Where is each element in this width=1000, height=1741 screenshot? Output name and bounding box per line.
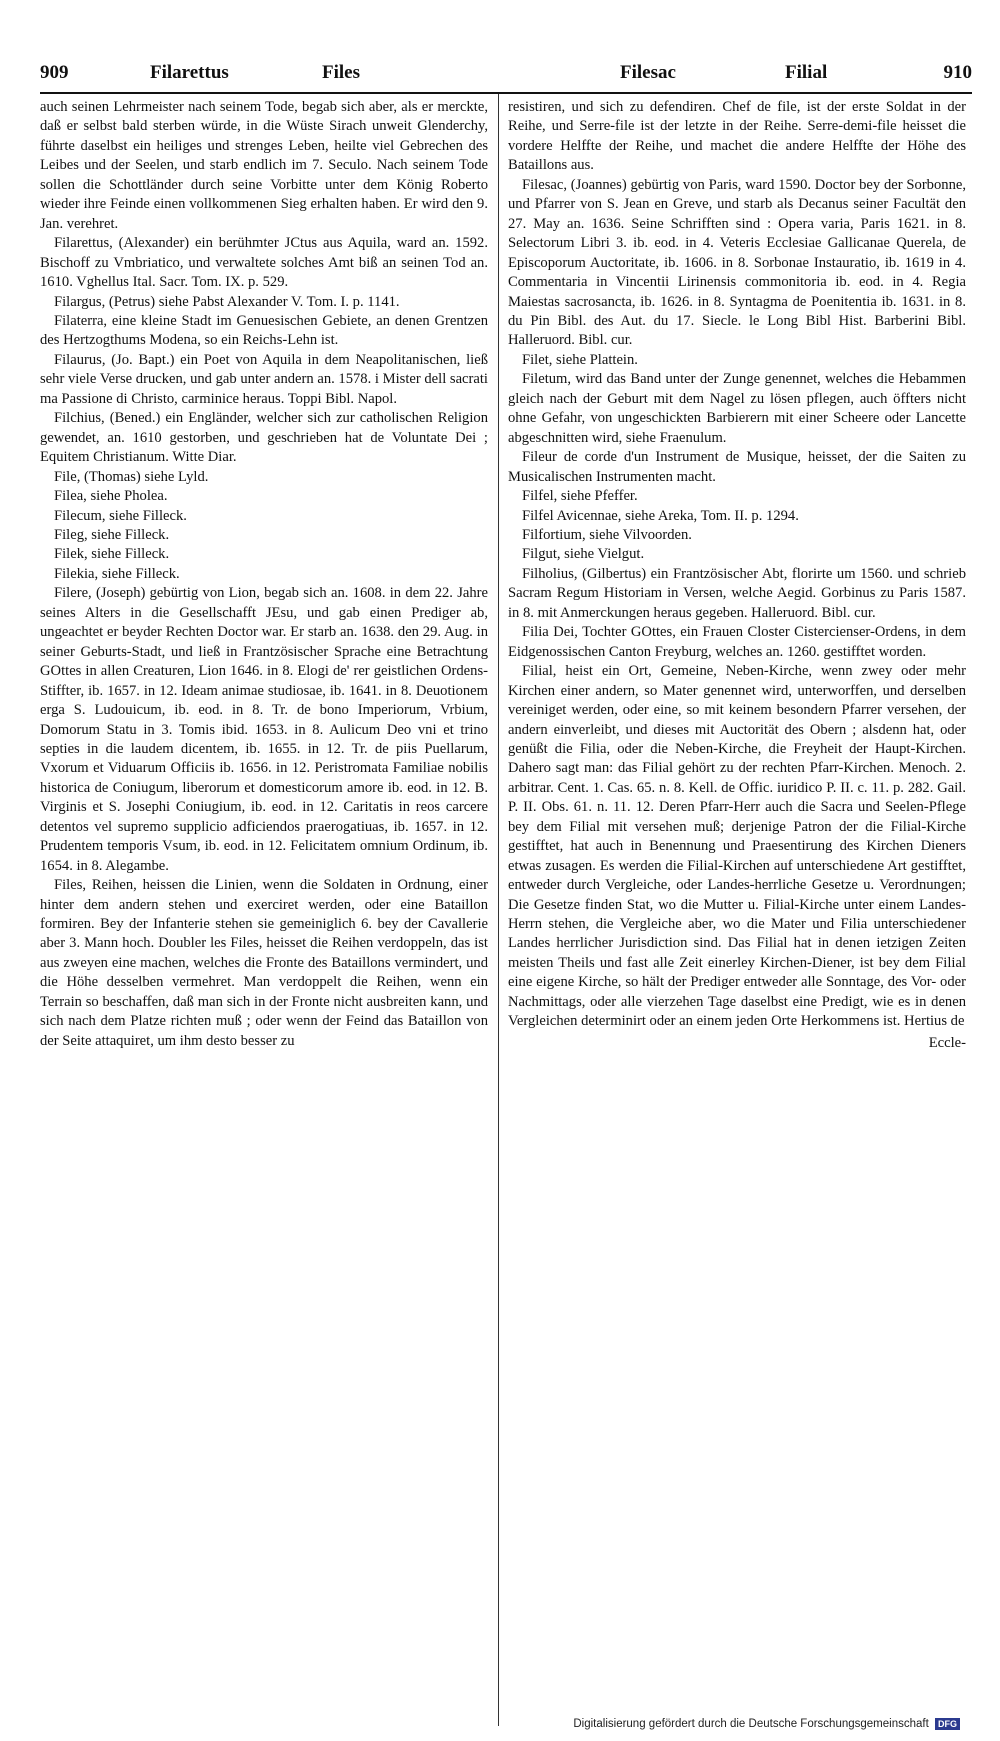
- entry-paragraph: Filfel, siehe Pfeffer.: [522, 488, 638, 505]
- entry-paragraph: Filek, siehe Filleck.: [54, 546, 170, 563]
- page-number-left: 909: [40, 62, 69, 83]
- footer-text: Digitalisierung gefördert durch die Deutsche Forschungsgemeinschaft: [573, 1718, 929, 1730]
- entry-paragraph: Fileg, siehe Filleck.: [54, 526, 170, 543]
- dfg-logo: DFG: [935, 1718, 960, 1730]
- entry-paragraph: Filial, heist ein Ort, Gemeine, Neben-Kirche, wenn zwey oder mehr Kirchen einer andern, so Mater genennet wird, unterworffen, und derselben vereiniget werden, oder eine, so mit keinem besondern Pfarrer versehen, der andern einverleibt, und dieses mit Auctorität des Obern ; alsdenn hat, oder genüßt die Filia, oder die Neben-Kirche, die Freyheit der Haupt-Kirchen. Dahero sagt man: das Filial gehört zu der rechten Pfarr-Kirchen. Menoch. 2. arbitrar. Cent. 1. Cas. 65. n. 8. Kell. de Offic. iuridico P. II. c. 11. p. 282. Gail. P. II. Obs. 61. n. 11. 12. Deren Pfarr-Herr auch die Sacra und Seelen-Pflege bey dem Filial mit versehen muß; derjenige Patron der die Filial-Kirche gestifftet, hat auch in Benennung und Praesentirung des Kirchen Dieners etwas zusagen. Es werden die Filial-Kirchen auf unterschiedene Art gestifftet, entweder durch Vergleiche, oder Landes-herrliche Gesetze u. Verordnungen; Die Gesetze finden Stat, wo die Mutter u. Filial-Kirche unter einem Landes-Herrn stehen, die Vergleiche aber, wo die Mater und Filia unterschiedener Landes herrlicher Jurisdiction sind. Das Filial hat in denen ietzigen Zeiten meisten Theils und fast alle Zeit einerley Kirchen-Diener, ist bey dem Filial eine eigene Kirche, so hält der Prediger entweder alle Sonntage, des Vor- oder Nachmittags, oder alle vierzehen Tage daselbst eine Predigt, wie es in denen Vergleichen determinirt oder an einem jeden Orte Herkommens ist. Hertius de: [508, 663, 966, 1030]
- entry-paragraph: Filea, siehe Pholea.: [54, 488, 168, 505]
- header-word-right-2: Filial: [785, 62, 828, 83]
- entry-paragraph: Filecum, siehe Filleck.: [54, 507, 187, 524]
- column-divider: [498, 94, 499, 1726]
- running-header: [40, 62, 972, 90]
- entry-paragraph: Filgut, siehe Vielgut.: [522, 546, 645, 563]
- header-rule: [40, 92, 972, 94]
- entry-paragraph: Filargus, (Petrus) siehe Pabst Alexander V. Tom. I. p. 1141.: [54, 293, 400, 310]
- entry-paragraph: Filetum, wird das Band unter der Zunge genennet, welches die Hebammen gleich nach der Geburt mit dem Nagel zu lösen pflegen, auch öffters nicht ohne Gefahr, von ungeschickten Barbierern mit einer Scheere oder Lancette abgeschnitten wird, siehe Fraenulum.: [508, 371, 966, 446]
- entry-paragraph: Files, Reihen, heissen die Linien, wenn die Soldaten in Ordnung, einer hinter dem andern stehen und exerciret werden, oder eine Bataillon formiren. Bey der Infanterie stehen sie gemeiniglich 6. bey der Cavallerie aber 3. Mann hoch. Doubler les Files, heisset die Reihen verdoppeln, das ist aus zweyen eine machen, welches die Fronte des Bataillons vermindert, und die Höhe desselben vermehret. Man verdoppelt die Reihen, wenn ein Terrain so beschaffen, daß man sich in der Fronte nicht ausbreiten kann, und sich nach dem Platze richten muß ; oder wenn der Feind das Bataillon von der Seite attaquiret, um ihm desto besser zu: [40, 877, 488, 1049]
- right-column: [508, 98, 966, 1053]
- entry-paragraph: Filfel Avicennae, siehe Areka, Tom. II. p. 1294.: [522, 507, 799, 524]
- entry-paragraph: File, (Thomas) siehe Lyld.: [54, 468, 209, 485]
- entry-paragraph: Filere, (Joseph) gebürtig von Lion, begab sich an. 1608. in dem 22. Jahre seines Alters in die Gesellschafft JEsu, und gab einen Prediger ab, ungeachtet er beyder Rechten Doctor war. Er starb an. 1638. den 29. Aug. in seiner Geburts-Stadt, und ließ in Frantzösischer Sprache eine Betrachtung GOttes in allen Creaturen, Lion 1646. in 8. Elogi de' rer geistlichen Ordens-Stiffter, ib. 1657. in 12. Ideam animae studiosae, ib. 1641. in 8. Deuotionem erga S. Ludouicum, ib. eod. in 8. Tr. de bono Imperiorum, Vrbium, Domorum Statu in 3. Tomis ibid. 1653. in 8. Aulicum Deo vni et trino septies in die laudem dicentem, ib. 1655. in 12. Tr. de piis Puellarum, Vxorum et Viduarum Officiis ib. 1656. in 12. Peristromata Familiae nobilis historica de Coniugum, liberorum et domesticorum amore ib. eod. in 12. B. Virginis et S. Josephi Coniugium, ib. eod. in 12. Caritatis in reos carcere detentos vel supremo supplicio adficiendos praerogatiuas, ib. 1657. in 12. Prudentem temporis Vsum, ib. eod. in 12. Felicitatem omnium Ordinum, ib. 1654. in 8. Alegambe.: [40, 585, 488, 874]
- entry-paragraph: Fileur de corde d'un Instrument de Musique, heisset, der die Saiten zu Musicalischen Instrumenten macht.: [508, 449, 966, 485]
- entry-paragraph: Filarettus, (Alexander) ein berühmter JCtus aus Aquila, ward an. 1592. Bischoff zu Vmbriatico, und verwaltete solches Amt biß an seinen Tod an. 1610. Vghellus Ital. Sacr. Tom. IX. p. 529.: [40, 235, 488, 291]
- header-word-right-1: Filesac: [620, 62, 676, 83]
- entry-paragraph: Filaterra, eine kleine Stadt im Genuesischen Gebiete, an denen Grentzen des Hertzogthums Modena, so ein Reichs-Lehn ist.: [40, 312, 488, 349]
- catchword: Eccle-: [928, 1034, 966, 1051]
- entry-paragraph: Filholius, (Gilbertus) ein Frantzösischer Abt, florirte um 1560. und schrieb Sacram Regum Historiam in Versen, welche Aegid. Gorbinus zu Paris 1587. in 8. mit Anmerckungen heraus gegeben. Halleruord. Bibl. cur.: [508, 565, 966, 621]
- entry-paragraph: Filet, siehe Plattein.: [522, 351, 638, 368]
- entry-paragraph: Filekia, siehe Filleck.: [54, 565, 180, 582]
- entry-paragraph: resistiren, und sich zu defendiren. Chef de file, ist der erste Soldat in der Reihe, und Serre-file ist der letzte in der Reihe. Serre-demi-file heisset die vordere Helffte der Reihe, und machet die andere Helffte der Höhe des Bataillons aus.: [508, 99, 966, 174]
- entry-paragraph: Filesac, (Joannes) gebürtig von Paris, ward 1590. Doctor bey der Sorbonne, und Pfarrer von S. Jean en Greve, und starb als Decanus seiner Facultät den 27. May an. 1636. Seine Schrifften sind : Opera varia, Paris 1621. in 8. Selectorum Libri 3. ib. eod. in 4. Veteris Ecclesiae Gallicanae Querela, de Episcoporum Auctoritate, ib. 1606. in 8. Sorbonae Instauratio, ib. 1619 in 4. Commentaria in Vincentii Lirinensis commonitoria ib. eod. in 4. Regia Maiestas sacrosancta, ib. 1626. in 8. Syntagma de Poenitentia ib. 1631. in 8. du Pin Bibl. des Aut. du 17. Siecle. le Long Bibl Hist. Barberini Bibl. Halleruord. Bibl. cur.: [508, 176, 966, 349]
- entry-paragraph: Filia Dei, Tochter GOttes, ein Frauen Closter Cistercienser-Ordens, in dem Eidgenossischen Canton Freyburg, welches an. 1260. gestifftet worden.: [508, 624, 966, 660]
- entry-paragraph: Filfortium, siehe Vilvoorden.: [522, 526, 692, 543]
- left-column: [40, 98, 488, 1051]
- entry-paragraph: Filchius, (Bened.) ein Engländer, welcher sich zur catholischen Religion gewendet, an. 1610 gestorben, und geschrieben hat de Voluntate Dei ; Equitem Christianum. Witte Diar.: [40, 410, 488, 466]
- header-word-left-1: Filarettus: [150, 62, 229, 83]
- entry-paragraph: auch seinen Lehrmeister nach seinem Tode, begab sich aber, als er merckte, daß er selbst bald sterben würde, in die Wüste Sirach unweit Glenderchy, führte daselbst ein heiliges und strenges Leben, heilte viel Gebrechen des Leibes und der Seelen, und starb endlich im 7. Seculo. Nach seinem Tode sollen die Schottländer durch seine Vorbitte unter dem König Roberto wieder ihre Feinde einen vollkommenen Sieg erhalten haben. Er wird den 9. Jan. verehret.: [40, 99, 488, 232]
- header-word-left-2: Files: [322, 62, 360, 83]
- entry-paragraph: Filaurus, (Jo. Bapt.) ein Poet von Aquila in dem Neapolitanischen, ließ sehr viele Verse drucken, und gab unter andern an. 1578. i Mister dell sacrati ma Passione di Christo, carminice heraus. Toppi Bibl. Napol.: [40, 351, 488, 407]
- digitization-footer: [573, 1718, 960, 1730]
- page-number-right: 910: [943, 62, 972, 83]
